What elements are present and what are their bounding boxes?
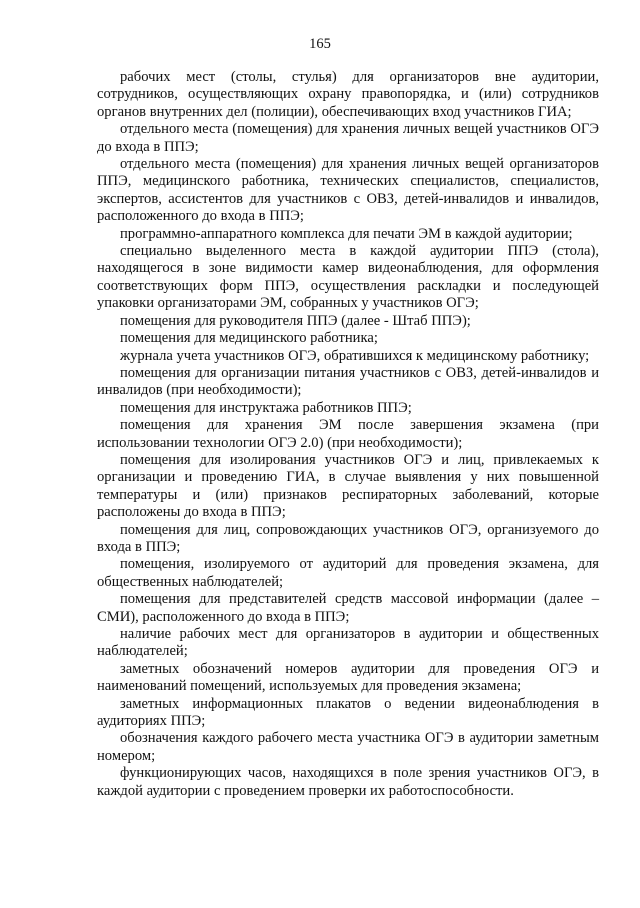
paragraph: заметных обозначений номеров аудитории для проведения ОГЭ и наименований помещений, используемых для проведения экзамена; — [97, 660, 599, 695]
paragraph: функционирующих часов, находящихся в поле зрения участников ОГЭ, в каждой аудитории с проведением проверки их работоспособности. — [97, 765, 599, 799]
paragraph: помещения для медицинского работника; — [120, 330, 378, 347]
paragraph: помещения для лиц, сопровождающих участников ОГЭ, организуемого до входа в ППЭ; — [97, 521, 599, 555]
page-number: 165 — [309, 36, 331, 52]
paragraph: рабочих мест (столы, стулья) для организаторов вне аудитории, сотрудников, осуществляющих охрану правопорядка, и (или) сотрудников органов внутренних дел (полиции), обеспечивающих вход участников ГИА; — [97, 69, 599, 120]
paragraph: журнала учета участников ОГЭ, обратившихся к медицинскому работнику; — [120, 347, 590, 364]
paragraph: специально выделенного места в каждой аудитории ППЭ (стола), находящегося в зоне видимости камер видеонаблюдения, для оформления соответствующих форм ППЭ, осуществления раскладки и последующей упаковки организаторами ЭМ, собранных у участников ОГЭ; — [97, 243, 599, 312]
paragraph: помещения для инструктажа работников ППЭ; — [120, 399, 412, 416]
paragraph: наличие рабочих мест для организаторов в аудитории и общественных наблюдателей; — [97, 626, 599, 660]
paragraph: помещения, изолируемого от аудиторий для проведения экзамена, для общественных наблюдателей; — [97, 556, 599, 590]
paragraph: помещения для представителей средств массовой информации (далее – СМИ), расположенного до входа в ППЭ; — [97, 591, 599, 625]
paragraph: помещения для хранения ЭМ после завершения экзамена (при использовании технологии ОГЭ 2.0) (при необходимости); — [97, 417, 599, 451]
paragraph: помещения для изолирования участников ОГЭ и лиц, привлекаемых к организации и проведению ГИА, в случае выявления у них повышенной температуры и (или) признаков респираторных заболеваний, которые расположены до входа в ППЭ; — [97, 451, 599, 521]
page-body — [97, 69, 599, 800]
paragraph: заметных информационных плакатов о ведении видеонаблюдения в аудиториях ППЭ; — [97, 695, 599, 730]
paragraph: отдельного места (помещения) для хранения личных вещей организаторов ППЭ, медицинского работника, технических специалистов, специалистов, экспертов, ассистентов для участников с ОВЗ, детей-инвалидов и инвалидов, расположенного до входа в ППЭ; — [97, 156, 599, 225]
paragraph: помещения для организации питания участников с ОВЗ, детей-инвалидов и инвалидов (при необходимости); — [97, 364, 599, 399]
paragraph: помещения для руководителя ППЭ (далее - Штаб ППЭ); — [120, 312, 471, 329]
paragraph: отдельного места (помещения) для хранения личных вещей участников ОГЭ до входа в ППЭ; — [97, 121, 599, 155]
paragraph: программно-аппаратного комплекса для печати ЭМ в каждой аудитории; — [120, 225, 573, 242]
paragraph: обозначения каждого рабочего места участника ОГЭ в аудитории заметным номером; — [97, 730, 599, 764]
